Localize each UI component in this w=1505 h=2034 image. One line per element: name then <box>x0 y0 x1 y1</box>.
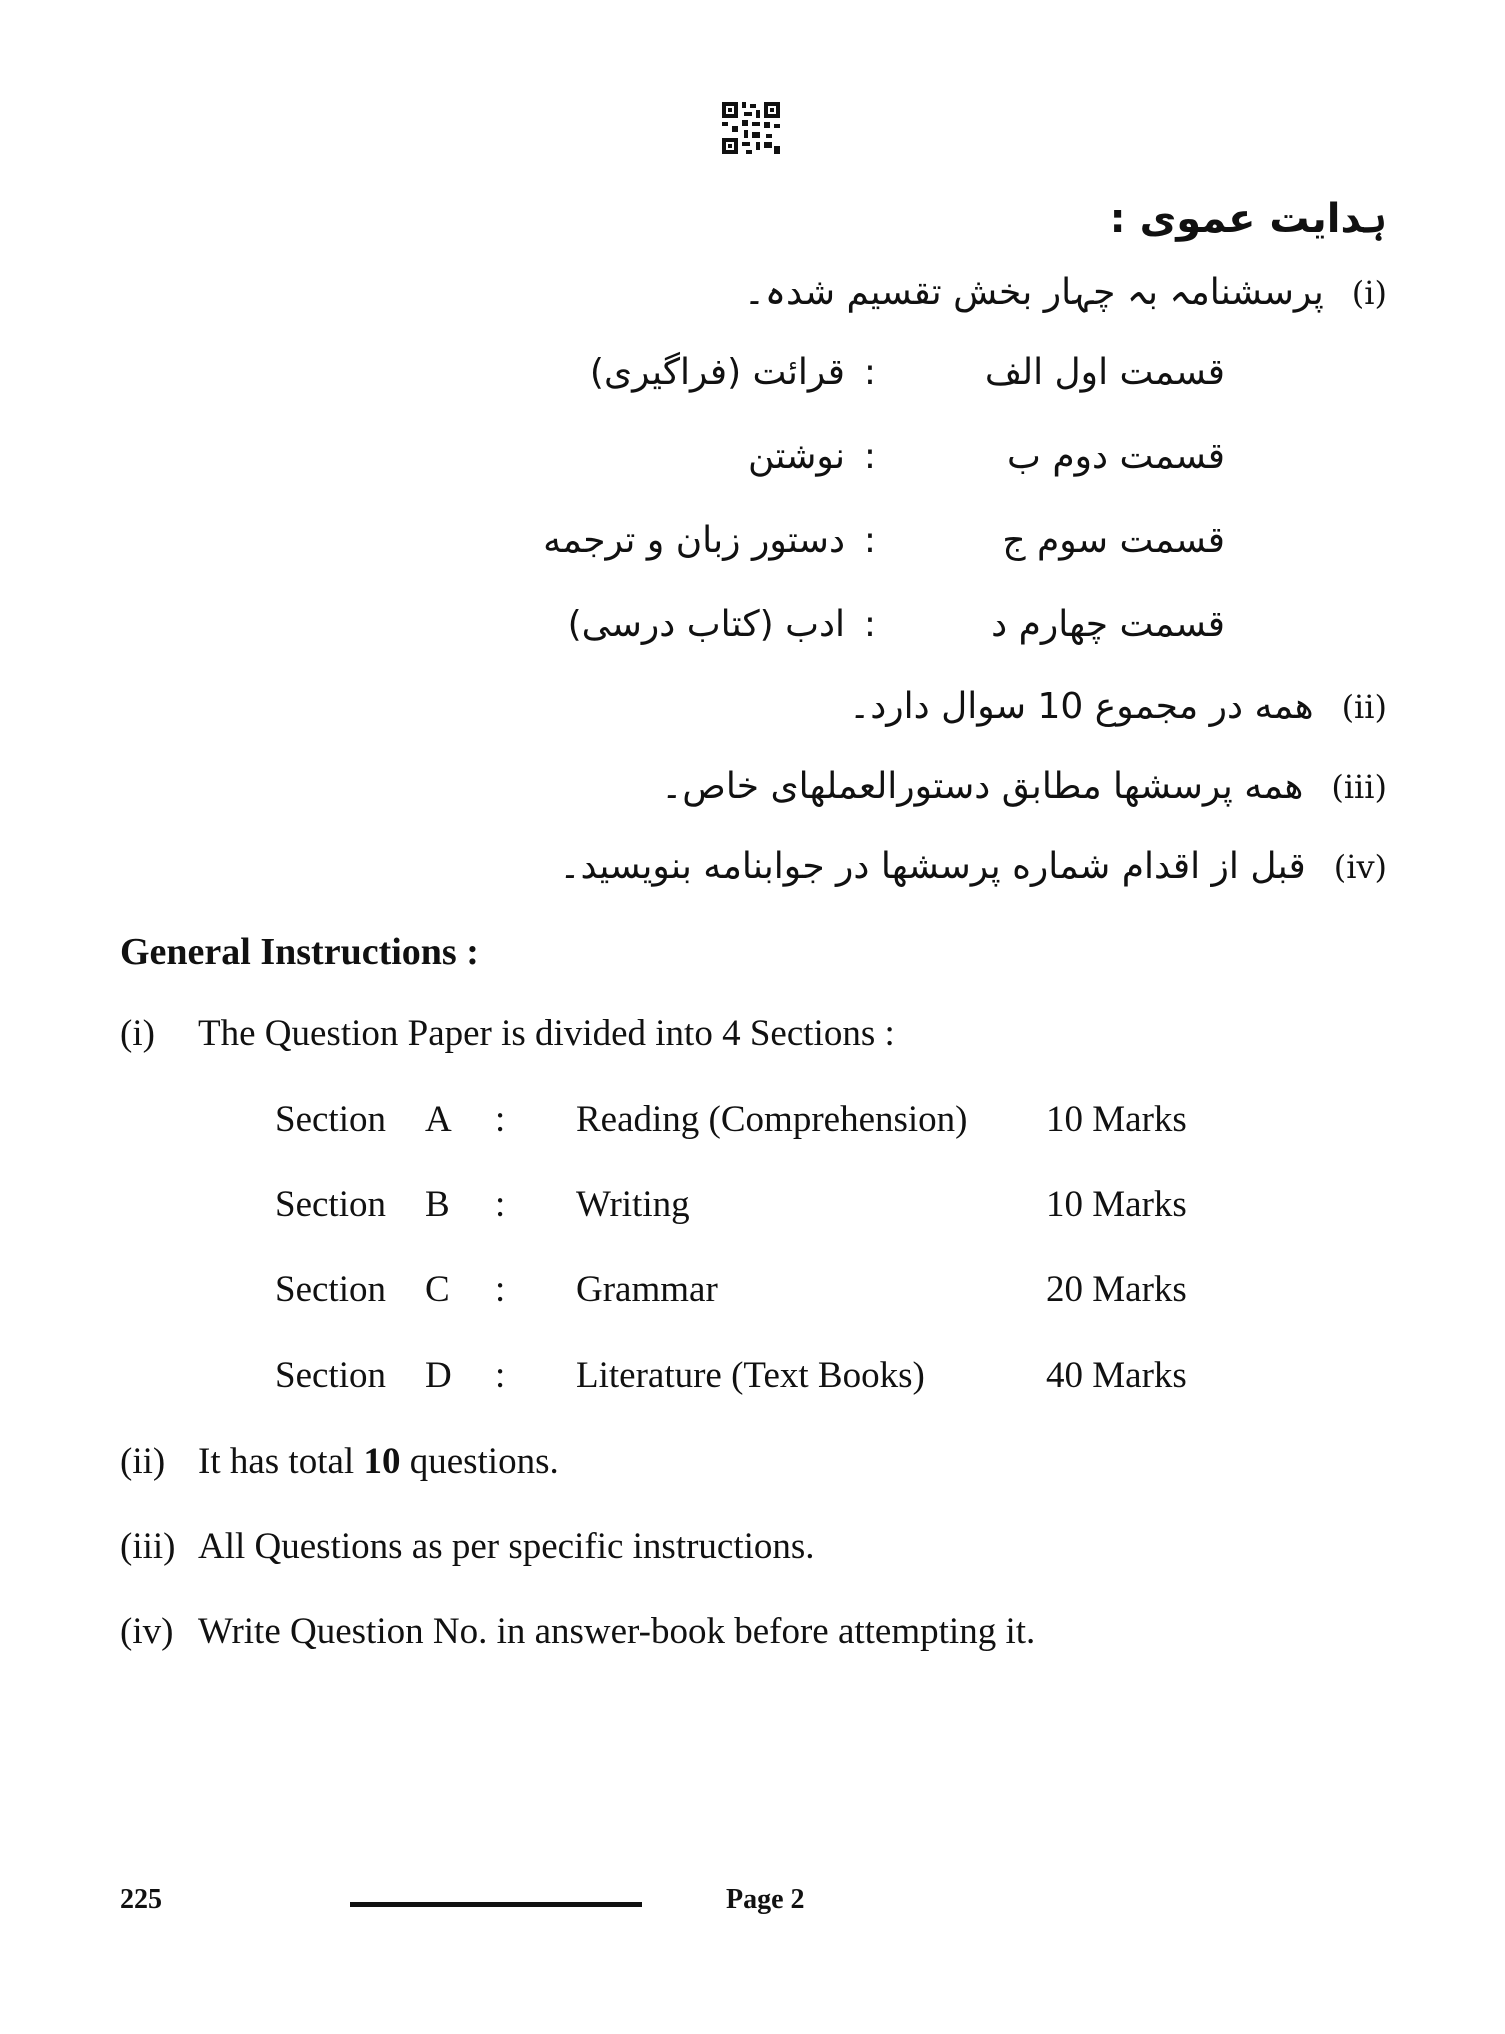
urdu-section-desc: نوشتن <box>747 436 845 477</box>
urdu-item-number: (iii) <box>1331 768 1387 806</box>
urdu-item-number: (ii) <box>1341 688 1387 726</box>
urdu-item-1 <box>744 272 1387 313</box>
instruction-item-3 <box>120 1525 815 1568</box>
section-letter: A <box>425 1099 452 1140</box>
urdu-section-name: قسمت چهارم د <box>991 604 1225 645</box>
section-row <box>275 1183 1216 1226</box>
section-colon: : <box>495 1184 506 1225</box>
urdu-section-name: قسمت دوم ب <box>1007 436 1225 477</box>
section-row <box>275 1268 1216 1311</box>
section-letter: C <box>425 1269 450 1310</box>
instruction-text: Write Question No. in answer-book before attempting it. <box>198 1611 1036 1652</box>
instruction-item-1 <box>120 1012 895 1055</box>
section-marks: 20 Marks <box>1046 1269 1187 1310</box>
urdu-item-number: (i) <box>1351 274 1387 312</box>
section-marks: 10 Marks <box>1046 1184 1187 1225</box>
instruction-text: All Questions as per specific instructions. <box>198 1526 815 1567</box>
general-instructions-title: General Instructions : <box>120 931 479 973</box>
section-marks: 40 Marks <box>1046 1355 1187 1396</box>
urdu-item-text: قبل از اقدام شماره پرسشها در جوابنامه بنویسید۔ <box>559 846 1306 887</box>
section-label: Section <box>275 1355 386 1396</box>
urdu-item-4 <box>559 846 1387 887</box>
urdu-item-text: همه پرسشها مطابق دستورالعملهای خاص۔ <box>661 766 1304 807</box>
section-description: Reading (Comprehension) <box>576 1099 968 1140</box>
instruction-number: (iii) <box>120 1526 176 1567</box>
urdu-item-number: (iv) <box>1333 848 1387 886</box>
section-row <box>275 1354 1216 1397</box>
section-description: Grammar <box>576 1269 718 1310</box>
urdu-section-colon: : <box>863 436 877 477</box>
urdu-section-colon: : <box>863 352 877 393</box>
section-label: Section <box>275 1269 386 1310</box>
section-letter: D <box>425 1355 452 1396</box>
instruction-number: (i) <box>120 1013 155 1054</box>
urdu-section-desc: دستور زبان و ترجمه <box>543 520 845 561</box>
paper-code: 225 <box>120 1884 162 1915</box>
urdu-section-row <box>543 520 1225 561</box>
question-count: 10 <box>363 1441 401 1482</box>
urdu-item-text: همه در مجموع 10 سوال دارد۔ <box>849 686 1314 727</box>
urdu-item-2 <box>849 686 1387 727</box>
section-colon: : <box>495 1099 506 1140</box>
section-marks: 10 Marks <box>1046 1099 1187 1140</box>
section-description: Literature (Text Books) <box>576 1355 925 1396</box>
urdu-item-text: پرسشنامہ بہ چہار بخش تقسیم شدہ۔ <box>743 272 1324 313</box>
urdu-item-3 <box>661 766 1387 807</box>
section-colon: : <box>495 1355 506 1396</box>
instruction-text: It has total <box>198 1441 364 1482</box>
instruction-text: The Question Paper is divided into 4 Sections : <box>198 1013 895 1054</box>
urdu-section-row <box>568 604 1225 645</box>
urdu-section-row <box>590 352 1225 393</box>
urdu-section-row <box>748 436 1225 477</box>
urdu-section-name: قسمت سوم ج <box>1002 520 1225 561</box>
qr-code-icon <box>722 102 780 154</box>
urdu-section-desc: قرائت (فراگیری) <box>589 352 845 393</box>
section-label: Section <box>275 1184 386 1225</box>
urdu-section-name: قسمت اول الف <box>984 352 1225 393</box>
urdu-section-colon: : <box>863 520 877 561</box>
section-colon: : <box>495 1269 506 1310</box>
instruction-number: (ii) <box>120 1441 166 1482</box>
section-label: Section <box>275 1099 386 1140</box>
urdu-section-desc: ادب (کتاب درسی) <box>567 604 845 645</box>
instruction-number: (iv) <box>120 1611 174 1652</box>
urdu-section-colon: : <box>863 604 877 645</box>
section-description: Writing <box>576 1184 690 1225</box>
section-letter: B <box>425 1184 450 1225</box>
instruction-text: questions. <box>400 1441 559 1482</box>
urdu-instructions-heading: ہدایت عموی : <box>1109 196 1387 242</box>
section-row <box>275 1098 1216 1141</box>
page-number: Page 2 <box>726 1884 805 1915</box>
instruction-item-4 <box>120 1610 1035 1653</box>
footer-divider <box>350 1902 642 1907</box>
instruction-item-2 <box>120 1440 559 1483</box>
